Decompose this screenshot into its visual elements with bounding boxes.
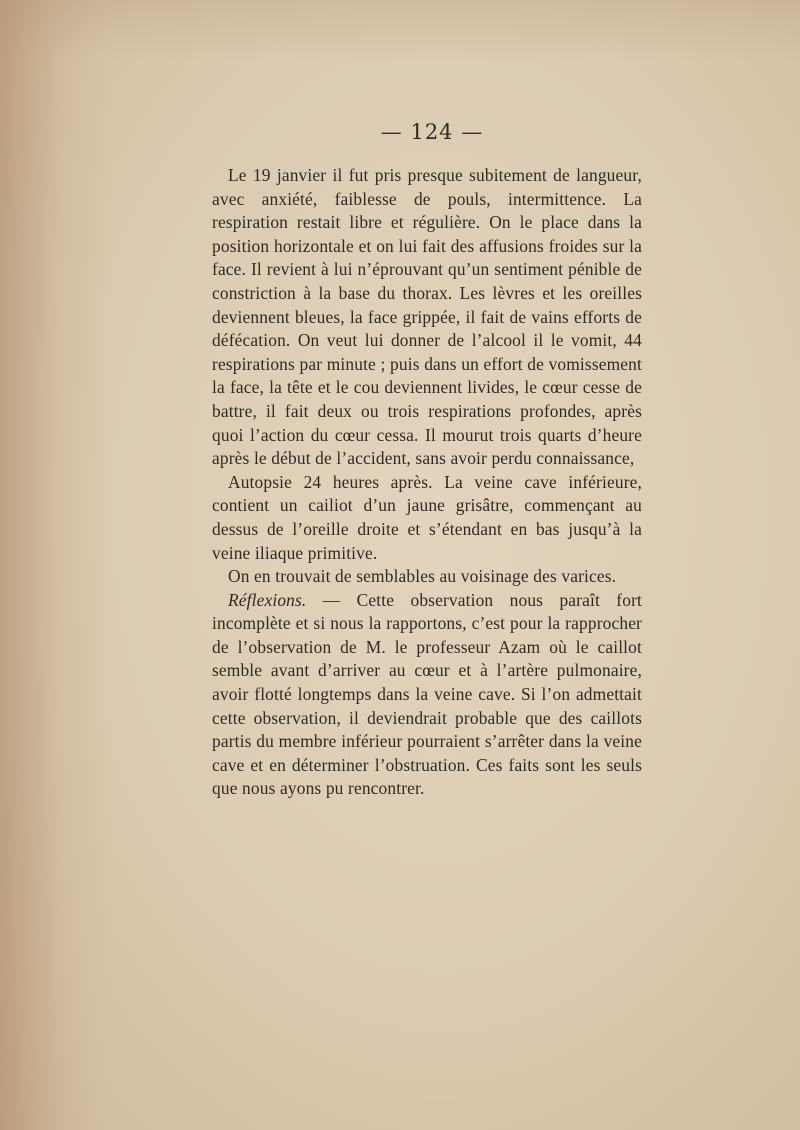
paragraph-case-description: Le 19 janvier il fut pris presque subitement de langueur, avec anxiété, faiblesse de pouls, intermittence. La respiration restait libre et régulière. On le place dans la position horizontale et on lui fait des affusions froides sur la face. Il revient à lui n’éprouvant qu’un sentiment pénible de constriction à la base du thorax. Les lèvres et les oreilles deviennent bleues, la face grippée, il fait de vains efforts de défécation. On veut lui donner de l’alcool il le vomit, 44 respirations par minute ; puis dans un effort de vomissement la face, la tête et le cou deviennent livides, le cœur cesse de battre, il fait deux ou trois respirations profondes, après quoi l’action du cœur cessa. Il mourut trois quarts d’heure après le début de l’accident, sans avoir perdu connaissance, (212, 165, 642, 469)
page-top-shading (0, 0, 800, 60)
paragraph-reflexions (212, 589, 642, 801)
paragraph-varices: On en trouvait de semblables au voisinage des varices. (228, 566, 617, 587)
book-page (212, 120, 642, 801)
reflexions-heading: Réflexions. (228, 589, 307, 610)
reflexions-text: — Cette observation nous paraît fort incomplète et si nous la rapportons, c’est pour la rapprocher de l’observation de M. le professeur Azam où le caillot semble avant d’arriver au cœur et à l’artère pulmonaire, avoir flotté longtemps dans la veine cave. Si l’on admettait cette observation, il deviendrait probable que des caillots partis du membre inférieur pourraient s’arrêter dans la veine cave et en déterminer l’obstruation. Ces faits sont les seuls que nous ayons pu rencontrer. (212, 589, 642, 799)
page-number: — 124 — (380, 120, 484, 144)
paragraph-autopsy: Autopsie 24 heures après. La veine cave inférieure, contient un cailiot d’un jaune grisâtre, commençant au dessus de l’oreille droite et s’étendant en bas jusqu’à la veine iliaque primitive. (212, 471, 642, 563)
page-edge-shading (0, 0, 110, 1130)
